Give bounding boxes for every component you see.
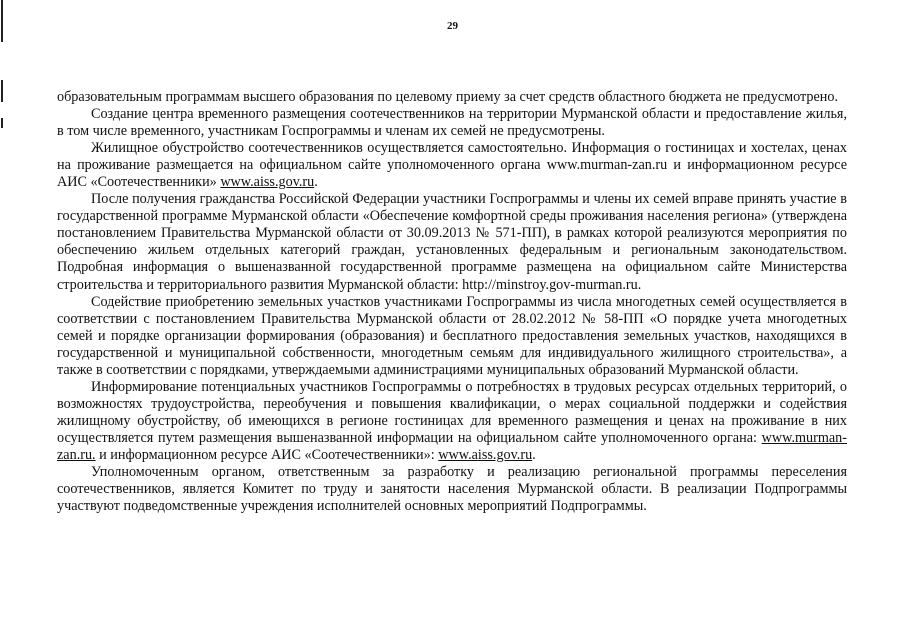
- document-body: [57, 89, 847, 515]
- paragraph-text: образовательным программам высшего образования по целевому приему за счет средств областного бюджета не предусмотрено.: [57, 89, 839, 105]
- paragraph-text: Создание центра временного размещения соотечественников на территории Мурманской области и предоставление жилья, в том числе временного, участникам Госпрограммы и членам их семей не предусмотрены.: [57, 106, 847, 140]
- paragraph-text: Содействие приобретению земельных участков участниками Госпрограммы из числа многодетных семей осуществляется в соответствии с постановлением Правительства Мурманской области от 28.02.2012 № 58-ПП «О порядке учета многодетных семей и порядке организации формирования (образования) и бесплатного предоставления земельных участков, находящихся в государственной и муниципальной собственности, многодетным семьям для индивидуального жилищного строительства», а также в соответствии с порядками, утверждаемыми администрациями муниципальных образований Мурманской области.: [57, 293, 847, 378]
- page-number: 29: [447, 20, 458, 32]
- paragraph-informing: [57, 379, 847, 464]
- paragraph-text: Жилищное обустройство соотечественников осуществляется самостоятельно. Информация о гостиницах и хостелах, ценах на проживание размещается на официальном сайте уполномоченного органа www.murman-zan.ru и информационном ресурсе АИС «Соотечественники»: [57, 140, 847, 191]
- paragraph-text: После получения гражданства Российской Федерации участники Госпрограммы и члены их семей вправе принять участие в государственной программе Мурманской области «Обеспечение комфортной среды проживания населения региона» (утверждена постановлением Правительства Мурманской области от 30.09.2013 № 571-ПП), в рамках которой реализуются мероприятия по обеспечению жильем отдельных категорий граждан, установленных федеральным и региональным законодательством. Подробная информация о вышеназванной государственной программе размещена на официальном сайте Министерства строительства и территориального развития Мурманской области: http://minstroy.gov-murman.ru.: [57, 191, 847, 293]
- web-link[interactable]: www.murman-zan.ru.: [57, 429, 847, 463]
- paragraph-continuation: [57, 89, 847, 106]
- paragraph-housing-arrangement: [57, 140, 847, 191]
- scan-edge-mark: [1, 80, 3, 102]
- scan-edge-mark: [1, 118, 3, 128]
- paragraph-text: Уполномоченным органом, ответственным за разработку и реализацию региональной программы переселения соотечественников, является Комитет по труду и занятости населения Мурманской области. В реализации Подпрограммы участвуют подведомственные учреждения исполнителей основных мероприятий Подпрограммы.: [57, 464, 847, 515]
- web-link[interactable]: www.aiss.gov.ru: [220, 174, 315, 191]
- paragraph-text: и информационном ресурсе АИС «Соотечественники»:: [95, 446, 439, 463]
- paragraph-accommodation-center: [57, 106, 847, 140]
- paragraph-text: .: [314, 174, 318, 191]
- web-link[interactable]: www.aiss.gov.ru: [438, 446, 533, 463]
- paragraph-text: Информирование потенциальных участников Госпрограммы о потребностях в трудовых ресурсах отдельных территорий, о возможностях трудоустройства, переобучения и повышения квалификации, о мерах социальной поддержки и содействия жилищному обустройству, об имеющихся в регионе гостиницах для временного размещения и ценах на проживание в них осуществляется путем размещения вышеназванной информации на официальном сайте уполномоченного органа:: [57, 378, 847, 446]
- paragraph-housing-program: [57, 191, 847, 293]
- paragraph-text: .: [532, 446, 536, 463]
- paragraph-authorized-body: [57, 464, 847, 515]
- paragraph-land-plots: [57, 294, 847, 379]
